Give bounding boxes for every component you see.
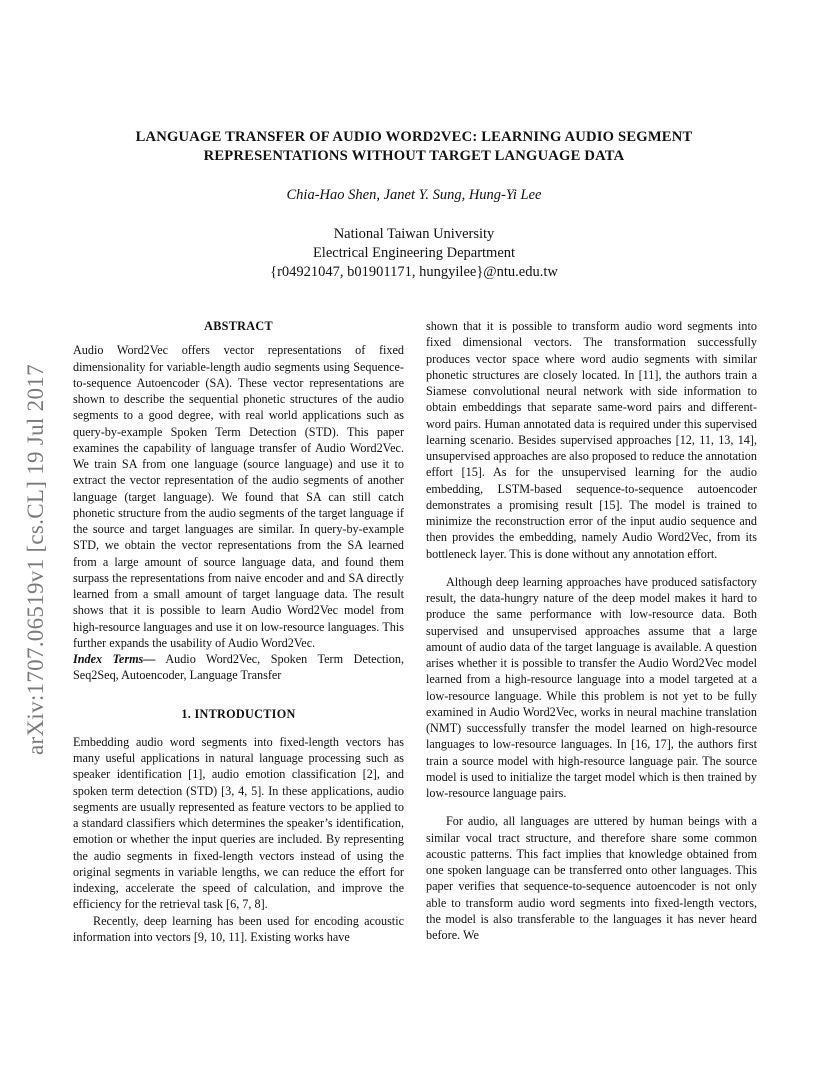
introduction-paragraph-3: shown that it is possible to transform audio word segments into fixed dimensional vectors. The transformation successfully produces vector space where word audio segments with similar phonetic structures are closely located. In [11], the authors train a Siamese convolutional neural network with side information to obtain embeddings that separate same-word pairs and different-word pairs. Human annotated data is required under this supervised learning scenario. Besides supervised approaches [12, 11, 13, 14], unsupervised approaches are also proposed to reduce the annotation effort [15]. As for the unsupervised learning for the audio embedding, LSTM-based sequence-to-sequence autoencoder demonstrates a promising result [15]. The model is trained to minimize the reconstruction error of the input audio sequence and then provides the embedding, namely Audio Word2Vec, from its bottleneck layer. This is done without any annotation effort. — [426, 319, 757, 561]
arxiv-identifier-stamp: arXiv:1707.06519v1 [cs.CL] 19 Jul 2017 — [23, 364, 48, 755]
right-column — [426, 318, 757, 943]
affiliation-department: Electrical Engineering Department — [312, 245, 516, 261]
affiliation-emails: {r04921047, b01901171, hungyilee}@ntu.edu.tw — [270, 264, 558, 280]
index-terms-label: Index Terms— — [73, 652, 156, 666]
paper-title — [60, 128, 768, 166]
affiliation-block — [60, 225, 768, 282]
introduction-paragraph-2: Recently, deep learning has been used for encoding acoustic information into vectors [9, 10, 11]. Existing works have — [73, 913, 404, 944]
abstract-heading: ABSTRACT — [204, 319, 273, 333]
index-terms — [73, 651, 404, 684]
author-list: Chia-Hao Shen, Janet Y. Sung, Hung-Yi Lee — [286, 187, 542, 203]
abstract-text: Audio Word2Vec offers vector representations of fixed dimensionality for variable-length audio segments using Sequence-to-sequence Autoencoder (SA). These vector representations are shown to describe the sequential phonetic structures of the audio segments to a good degree, with real world applications such as query-by-example Spoken Term Detection (STD). This paper examines the capability of language transfer of Audio Word2Vec. We train SA from one language (source language) and use it to extract the vector representation of the audio segments of another language (target language). We found that SA can still catch phonetic structure from the audio segments of the target language if the source and target languages are similar. In query-by-example STD, we obtain the vector representations from the SA learned from a large amount of source language data, and found them surpass the representations from naive encoder and and SA directly learned from a small amount of target language data. The result shows that it is possible to learn Audio Word2Vec model from high-resource languages and use it on low-resource languages. This further expands the usability of Audio Word2Vec. — [73, 343, 404, 650]
introduction-heading: 1. INTRODUCTION — [181, 706, 296, 721]
paper-title-line-2: REPRESENTATIONS WITHOUT TARGET LANGUAGE DATA — [203, 148, 625, 164]
left-column — [73, 318, 404, 945]
introduction-paragraph-4: Although deep learning approaches have produced satisfactory result, the data-hungry nature of the deep model makes it hard to produce the same performance with low-resource data. Both supervised and unsupervised approaches assume that a large amount of audio data of the target language is available. A question arises whether it is possible to transfer the Audio Word2Vec model learned from a high-resource language into a model targeted at a low-resource language. While this problem is not yet to be fully examined in Audio Word2Vec, works in neural machine translation (NMT) successfully transfer the model learned on high-resource languages to low-resource languages. In [16, 17], the authors first train a source model with high-resource language pair. The source model is used to initialize the target model which is then trained by low-resource language pairs. — [426, 574, 757, 800]
index-terms-text: Audio Word2Vec, Spoken Term Detection, Seq2Seq, Autoencoder, Language Transfer — [73, 652, 404, 683]
introduction-paragraph-1: Embedding audio word segments into fixed-length vectors has many useful applications in natural language processing such as speaker identification [1], audio emotion classification [2], and spoken term detection (STD) [3, 4, 5]. In these applications, audio segments are usually represented as feature vectors to be applied to a standard classifiers which determines the speaker’s identification, emotion or whether the input queries are included. By representing the audio segments in fixed-length vectors instead of using the original segments in variable lengths, we can reduce the effort for indexing, accelerate the speed of calculation, and improve the efficiency for the retrieval task [6, 7, 8]. — [73, 734, 404, 912]
affiliation-university: National Taiwan University — [333, 226, 495, 242]
paper-title-line-1: LANGUAGE TRANSFER OF AUDIO WORD2VEC: LEARNING AUDIO SEGMENT — [135, 129, 693, 145]
introduction-paragraph-5: For audio, all languages are uttered by human beings with a similar vocal tract structure, and therefore share some common acoustic patterns. This fact implies that knowledge obtained from one spoken language can be transferred onto other languages. This paper verifies that sequence-to-sequence autoencoder is not only able to transform audio word segments into fixed-length vectors, the model is also transferable to the languages it has never heard before. We — [426, 814, 757, 942]
